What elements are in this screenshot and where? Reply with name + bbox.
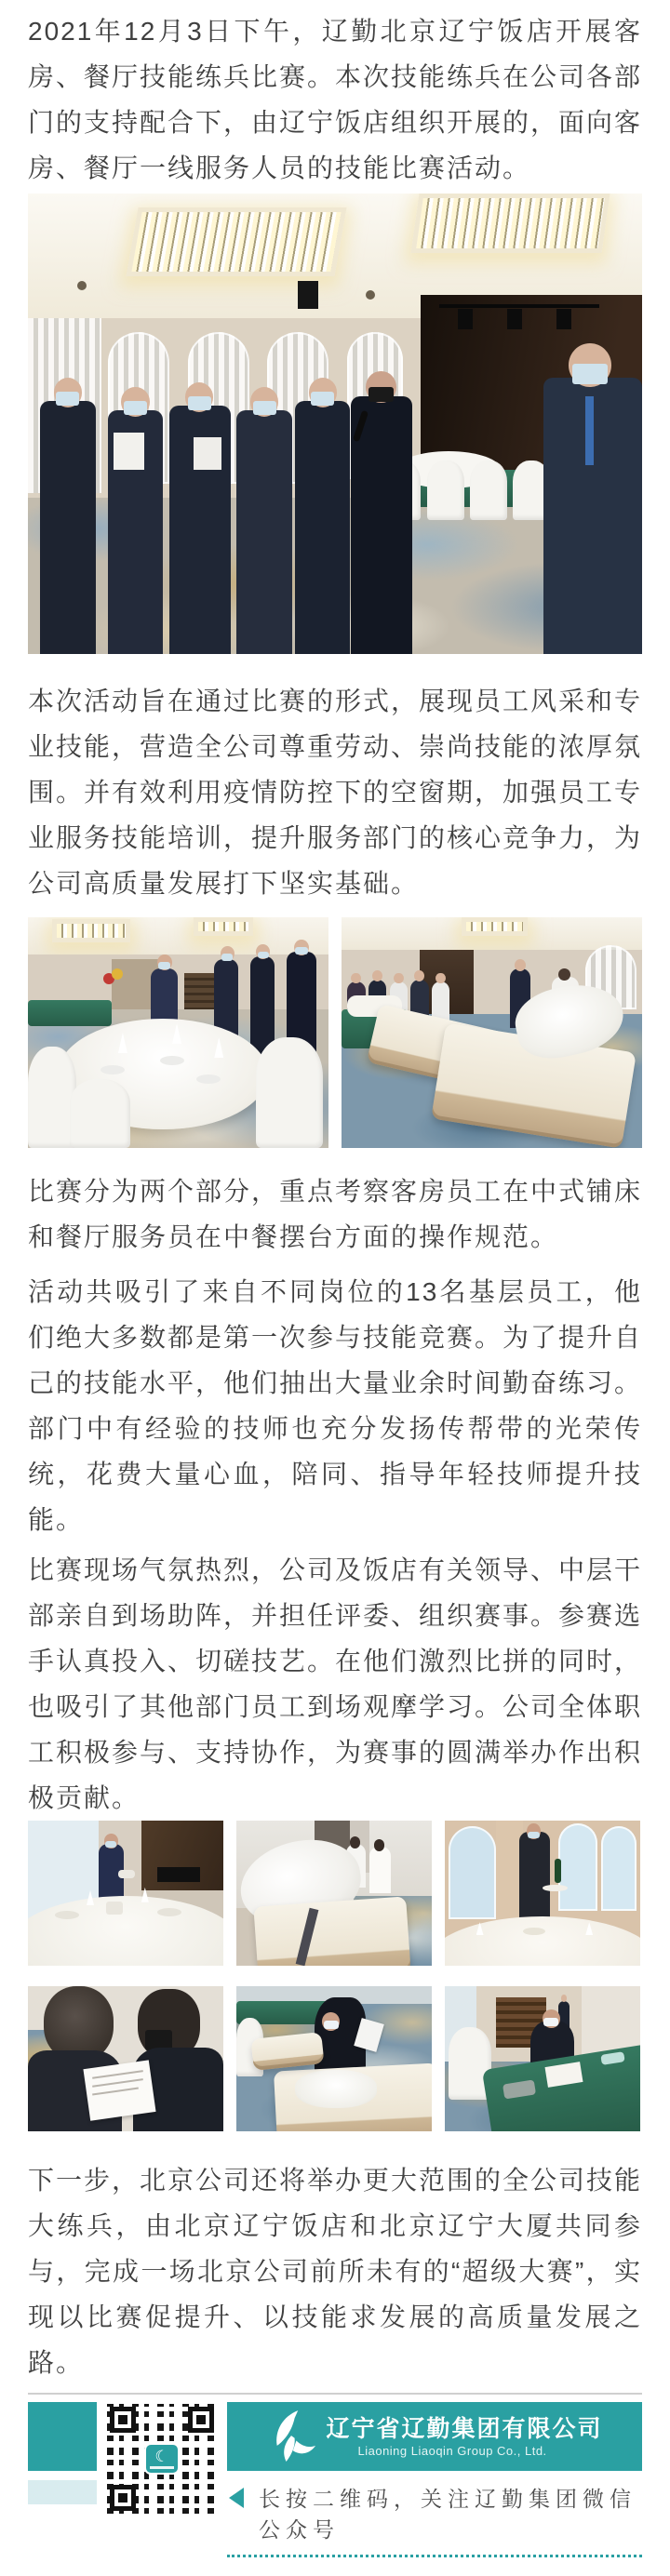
company-name-cn: 辽宁省辽勤集团有限公司 xyxy=(326,2415,603,2442)
paragraph-atmosphere: 比赛现场气氛热烈，公司及饭店有关领导、中层干部亲自到场助阵，并担任评委、组织赛事。参赛选手认真投入、切磋技艺。在他们激烈比拼的同时，也吸引了其他部门员工到场观摩学习。公司全体职工积极参与、支持协作，为赛事的圆满举办作出积极贡献。 xyxy=(28,1555,643,1812)
photo-grid-competition xyxy=(28,1821,642,2131)
person xyxy=(40,401,95,654)
qr-code[interactable] xyxy=(105,2402,219,2516)
footer-pale-block xyxy=(28,2480,97,2504)
photo-bed-making[interactable] xyxy=(342,917,642,1148)
banquet-chair xyxy=(470,460,507,520)
phoenix-logo-icon xyxy=(266,2409,316,2464)
chandelier xyxy=(127,207,347,276)
paragraph-next-steps: 下一步，北京公司还将举办更大范围的全公司技能大练兵，由北京辽宁饭店和北京辽宁大厦共同参与，完成一场北京公司前所未有的“超级大赛”，实现以比赛促提升、以技能求发展的高质量发展之路。 xyxy=(28,2166,643,2377)
paragraph-format: 比赛分为两个部分，重点考察客房员工在中式铺床和餐厅服务员在中餐摆台方面的操作规范。 xyxy=(28,1177,643,1251)
qr-center-logo xyxy=(144,2443,180,2475)
photo-judges-reviewing[interactable] xyxy=(28,1986,223,2131)
photo-row-stations xyxy=(28,917,642,1148)
wine-bottle xyxy=(555,1859,561,1883)
paragraph-participants: 活动共吸引了来自不同岗位的13名基层员工，他们绝大多数都是第一次参与技能竞赛。为了提升自己的技能水平，他们抽出大量业余时间勤奋练习。部门中有经验的技师也充分发扬传帮带的光荣传统，花费大量心血，陪同、指导年轻技师提升技能。 xyxy=(28,1277,643,1534)
left-triangle-icon xyxy=(229,2488,244,2508)
person xyxy=(236,410,291,654)
photo-table-setting[interactable] xyxy=(28,917,328,1148)
banquet-chair xyxy=(427,460,464,520)
competitor xyxy=(369,1847,391,1893)
footer-teal-block xyxy=(28,2402,97,2471)
paragraph-intro: 2021年12月3日下午，辽勤北京辽宁饭店开展客房、餐厅技能练兵比赛。本次技能练兵在公司各部门的支持配合下，由辽宁饭店组织开展的，面向客房、餐厅一线服务人员的技能比赛活动。 xyxy=(28,17,643,182)
table-surface xyxy=(28,1896,223,1966)
person xyxy=(295,401,350,654)
photo-ballroom-opening[interactable] xyxy=(28,194,642,654)
company-banner xyxy=(227,2402,642,2471)
mattress xyxy=(253,1897,410,1966)
company-name-en: Liaoning Liaoqin Group Co., Ltd. xyxy=(357,2443,547,2458)
photo-judge-scoring[interactable] xyxy=(445,1986,640,2131)
phoenix-mini-icon: ☾ xyxy=(154,2447,169,2465)
paragraph-purpose: 本次活动旨在通过比赛的形式，展现员工风采和专业技能，营造全公司尊重劳动、崇尚技能的浓厚氛围。并有效利用疫情防控下的空窗期，加强员工专业服务技能培训，提升服务部门的核心竞争力，为公司高质量发展打下坚实基础。 xyxy=(28,687,643,898)
chandelier xyxy=(410,194,610,253)
pillow xyxy=(295,2070,377,2108)
speaker xyxy=(298,281,318,309)
photo-pillow-setting[interactable] xyxy=(236,1986,432,2131)
photo-waiter-tray[interactable] xyxy=(445,1821,640,1966)
arched-window xyxy=(558,1823,597,1911)
footer-divider xyxy=(28,2393,642,2395)
photo-waiter-pouring[interactable] xyxy=(28,1821,223,1966)
qr-caption-text: 长按二维码，关注辽勤集团微信公众号 xyxy=(259,2487,636,2542)
photo-sheet-throw[interactable] xyxy=(236,1821,432,1966)
arched-window xyxy=(601,1826,636,1910)
qr-caption-row xyxy=(227,2478,642,2557)
footer xyxy=(28,2402,642,2557)
arched-window xyxy=(449,1826,495,1919)
